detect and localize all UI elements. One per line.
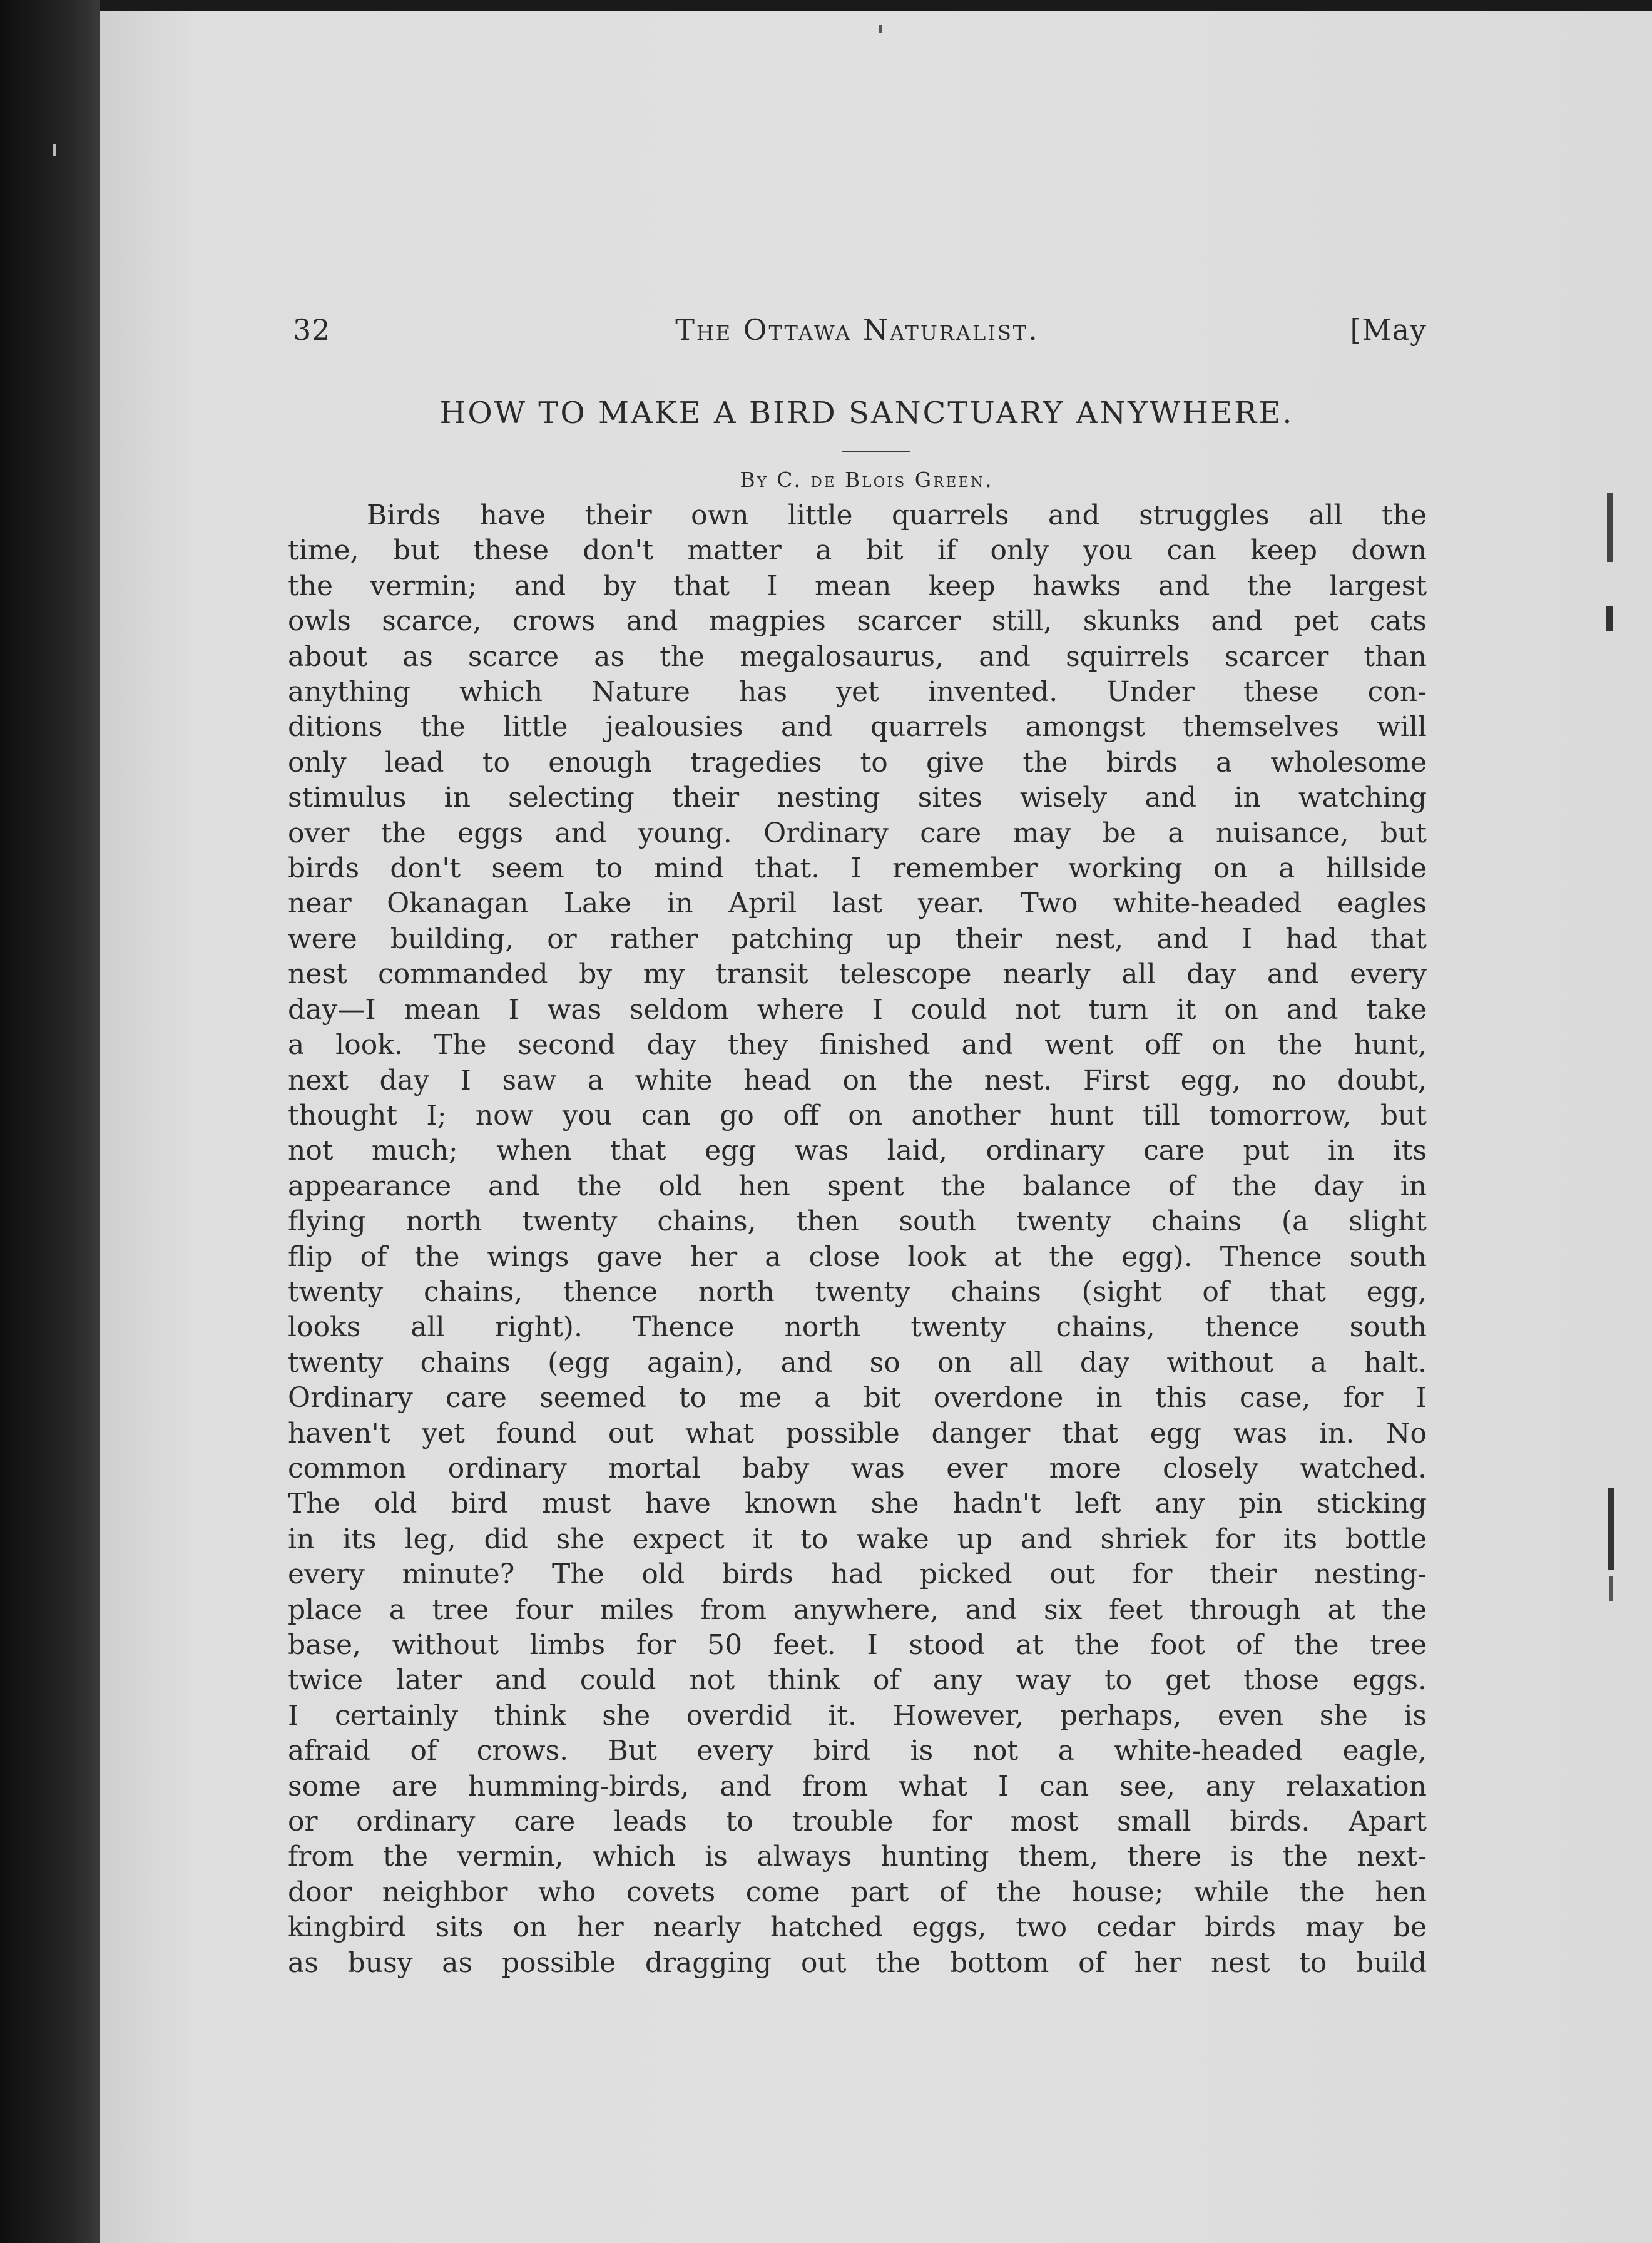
article-line: twenty chains, thence north twenty chains (sight of that egg, <box>288 1275 1427 1308</box>
article-body <box>288 498 1427 1981</box>
article-line: a look. The second day they finished and went off on the hunt, <box>288 1029 1427 1061</box>
article-line: thought I; now you can go off on another hunt till tomorrow, but <box>288 1099 1427 1132</box>
article-line: not much; when that egg was laid, ordinary care put in its <box>288 1135 1427 1167</box>
article-line: Birds have their own little quarrels and struggles all the <box>367 499 1427 531</box>
article-line: next day I saw a white head on the nest. First egg, no doubt, <box>288 1064 1427 1096</box>
running-head <box>288 313 1427 357</box>
article-line: afraid of crows. But every bird is not a white-headed eagle, <box>288 1735 1427 1767</box>
article-line: The old bird must have known she hadn't left any pin sticking <box>288 1488 1427 1520</box>
article-line: ditions the little jealousies and quarrels amongst themselves will <box>288 711 1427 743</box>
article-line: some are humming-birds, and from what I can see, any relaxation <box>288 1770 1427 1802</box>
scan-border-left <box>0 0 100 2243</box>
scan-artifact-mark <box>1609 1576 1613 1601</box>
article-line: over the eggs and young. Ordinary care may be a nuisance, but <box>288 817 1427 849</box>
journal-title: The Ottawa Naturalist. <box>675 313 1039 347</box>
article-line: flip of the wings gave her a close look at the egg). Thence south <box>288 1240 1427 1273</box>
article-line: door neighbor who covets come part of the house; while the hen <box>288 1876 1427 1908</box>
article-line: owls scarce, crows and magpies scarcer still, skunks and pet cats <box>288 605 1427 638</box>
article-line: in its leg, did she expect it to wake up and shriek for its bottle <box>288 1523 1427 1555</box>
article-line: time, but these don't matter a bit if only you can keep down <box>288 534 1427 567</box>
title-rule <box>842 451 910 452</box>
article-line: birds don't seem to mind that. I remember working on a hillside <box>288 852 1427 885</box>
article-line: every minute? The old birds had picked out for their nesting- <box>288 1558 1427 1591</box>
article-line: twice later and could not think of any way to get those eggs. <box>288 1664 1427 1697</box>
article-line: nest commanded by my transit telescope nearly all day and every <box>288 958 1427 991</box>
article-line: haven't yet found out what possible danger that egg was in. No <box>288 1417 1427 1449</box>
article-line: stimulus in selecting their nesting sites wisely and in watching <box>288 782 1427 814</box>
article-line: were building, or rather patching up their nest, and I had that <box>288 922 1427 955</box>
article-line: base, without limbs for 50 feet. I stood at the foot of the tree <box>288 1629 1427 1661</box>
article-line: near Okanagan Lake in April last year. Two white-headed eagles <box>288 887 1427 920</box>
article-line: appearance and the old hen spent the balance of the day in <box>288 1170 1427 1202</box>
article-line: looks all right). Thence north twenty chains, thence south <box>288 1311 1427 1344</box>
article-byline: By C. de Blois Green. <box>740 468 994 492</box>
article-line: or ordinary care leads to trouble for most small birds. Apart <box>288 1806 1427 1838</box>
scan-artifact-mark <box>1606 606 1613 631</box>
issue-month: [May <box>1350 313 1427 347</box>
scan-artifact-mark <box>1607 493 1613 562</box>
article-line: common ordinary mortal baby was ever more closely watched. <box>288 1452 1427 1484</box>
article-line: from the vermin, which is always hunting them, there is the next- <box>288 1841 1427 1873</box>
article-line: flying north twenty chains, then south twenty chains (a slight <box>288 1205 1427 1238</box>
article-line: as busy as possible dragging out the bottom of her nest to build <box>288 1946 1427 1979</box>
article-line: Ordinary care seemed to me a bit overdone in this case, for I <box>288 1382 1427 1414</box>
article-title: HOW TO MAKE A BIRD SANCTUARY ANYWHERE. <box>439 396 1294 431</box>
article-line: about as scarce as the megalosaurus, and squirrels scarcer than <box>288 640 1427 673</box>
article-line: place a tree four miles from anywhere, and six feet through at the <box>288 1593 1427 1626</box>
scan-artifact-mark <box>1608 1488 1614 1570</box>
page-number: 32 <box>293 313 331 347</box>
article-line: day—I mean I was seldom where I could not turn it on and take <box>288 993 1427 1026</box>
article-line: only lead to enough tragedies to give the birds a wholesome <box>288 746 1427 779</box>
article-text-block <box>288 313 1427 1981</box>
article-line: the vermin; and by that I mean keep hawks and the largest <box>288 570 1427 602</box>
article-line: anything which Nature has yet invented. Under these con- <box>288 676 1427 708</box>
article-line: I certainly think she overdid it. However, perhaps, even she is <box>288 1699 1427 1732</box>
scan-artifact-mark <box>879 25 882 33</box>
article-line: kingbird sits on her nearly hatched eggs, two cedar birds may be <box>288 1911 1427 1944</box>
article-line: twenty chains (egg again), and so on all day without a halt. <box>288 1346 1427 1379</box>
scan-artifact-mark <box>53 144 56 156</box>
